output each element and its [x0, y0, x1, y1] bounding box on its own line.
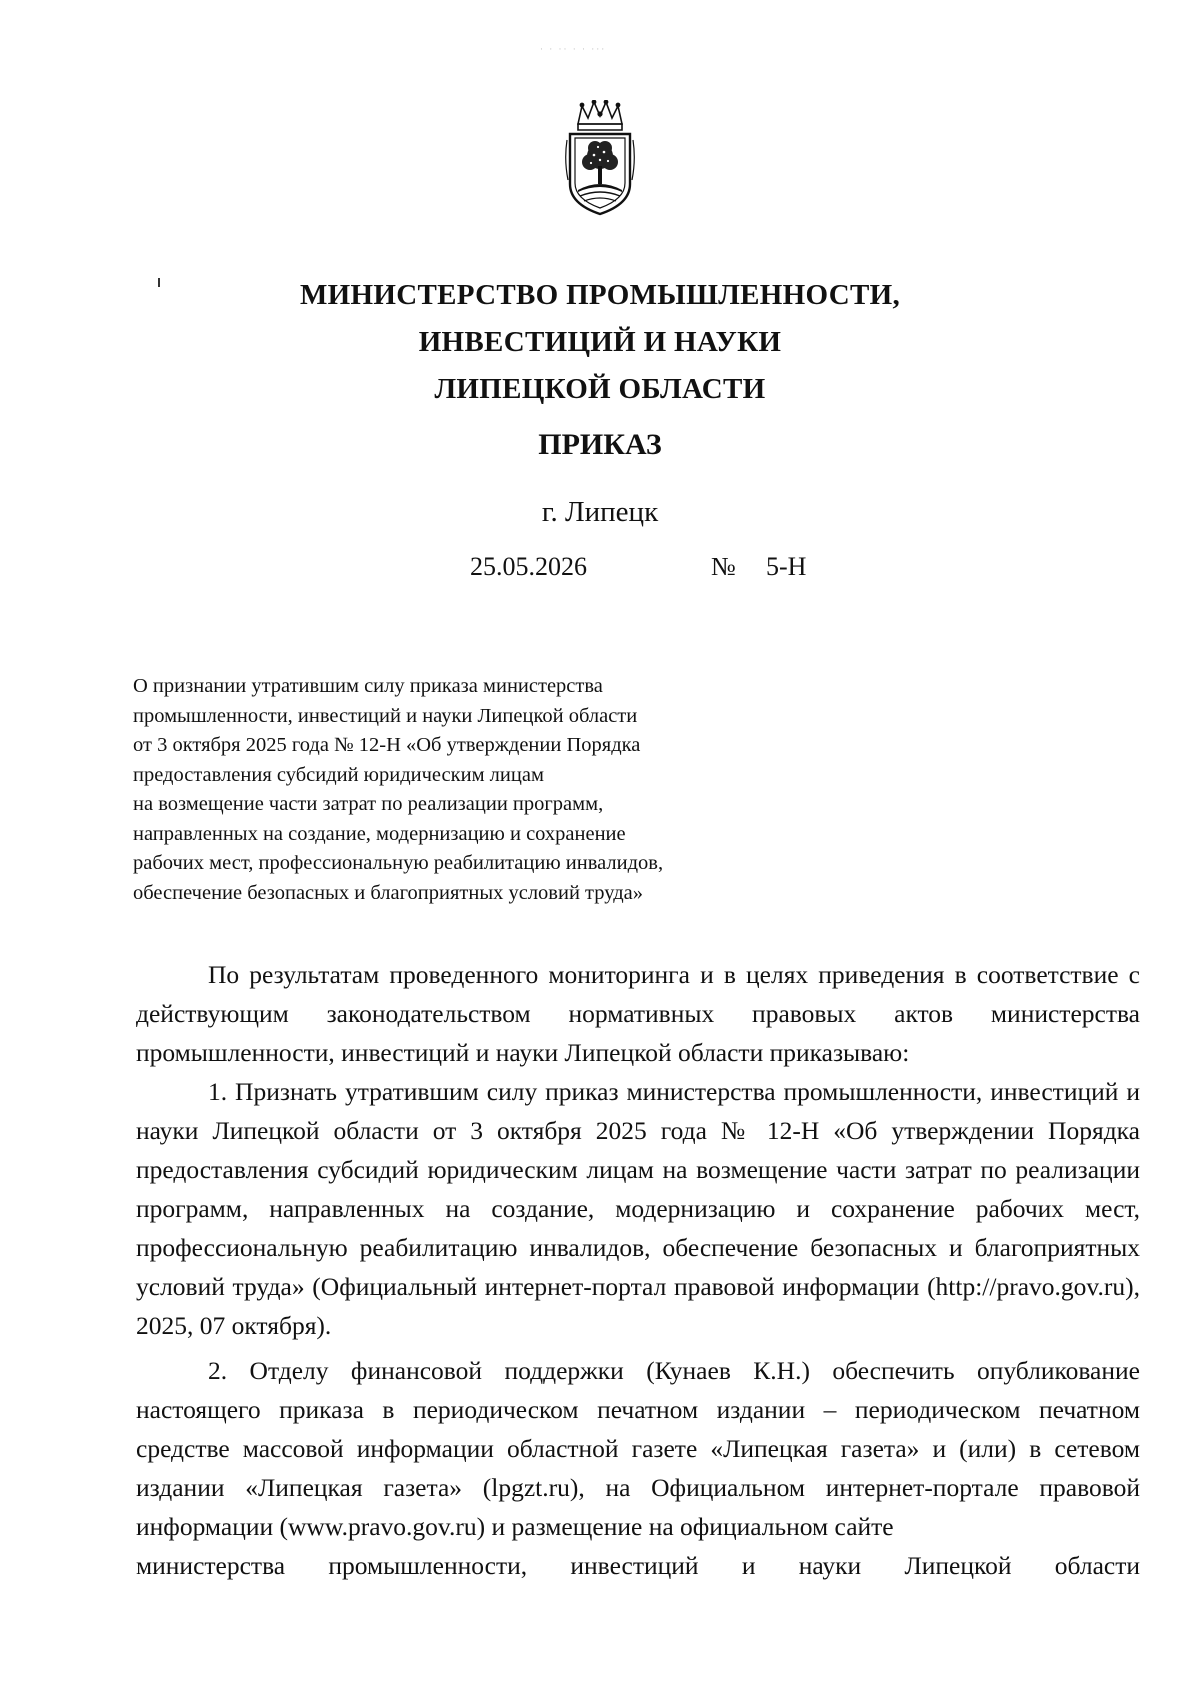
preamble-paragraph: По результатам проведенного мониторинга и в целях приведения в соответствие с действующим законодательством нормативных правовых актов министерства промышленности, инвестиций и науки Липецкой области приказываю: [136, 960, 1140, 1067]
scan-artifact: · · ·· · · ··· [540, 44, 607, 54]
order-item-2-continuation: министерства промышленности, инвестиций и науки Липецкой области [136, 1551, 1140, 1580]
subject-line: рабочих мест, профессиональную реабилитацию инвалидов, [133, 852, 664, 874]
subject-line: на возмещение части затрат по реализации программ, [133, 793, 604, 815]
subject-line: направленных на создание, модернизацию и сохранение [133, 822, 626, 845]
document-type-title: ПРИКАЗ [538, 428, 662, 461]
document-date: 25.05.2026 [470, 552, 587, 581]
order-item-1: 1. Признать утратившим силу приказ министерства промышленности, инвестиций и науки Липецкой области от 3 октября 2025 года № 12-Н «Об утверждении Порядка предоставления субсидий юридическим лицам на возмещение части затрат по реализации программ, направленных на создание, модернизацию и сохранение рабочих мест, профессиональную реабилитацию инвалидов, обеспечение безопасных и благоприятных условий труда» (Официальный интернет-портал правовой информации (http://pravo.gov.ru), 2025, 07 октября). [136, 1077, 1140, 1340]
document-city: г. Липецк [541, 496, 659, 528]
document-body [136, 955, 1140, 1585]
order-item-2: 2. Отделу финансовой поддержки (Кунаев К.Н.) обеспечить опубликование настоящего приказа в периодическом печатном издании – периодическом печатном средстве массовой информации областной газете «Липецкая газета» и (или) в сетевом издании «Липецкая газета» (lpgzt.ru), на Официальном интернет-портале правовой информации (www.pravo.gov.ru) и размещение на официальном сайте [136, 1356, 1140, 1541]
subject-line: от 3 октября 2025 года № 12-Н «Об утверждении Порядка [133, 734, 641, 756]
ministry-header-line-2: ИНВЕСТИЦИЙ И НАУКИ [418, 326, 782, 358]
ministry-header [0, 272, 1200, 413]
subject-line: предоставления субсидий юридическим лицам [133, 763, 544, 786]
subject-line: промышленности, инвестиций и науки Липецкой области [133, 704, 638, 727]
document-subject [133, 672, 833, 908]
subject-line: обеспечение безопасных и благоприятных условий труда» [133, 881, 643, 904]
ministry-header-line-1: МИНИСТЕРСТВО ПРОМЫШЛЕННОСТИ, [300, 279, 900, 311]
document-number: 5-Н [766, 552, 807, 581]
number-sign: № [711, 552, 736, 581]
lipetsk-region-coat-of-arms-icon [564, 100, 636, 218]
subject-line: О признании утратившим силу приказа министерства [133, 675, 603, 697]
ministry-header-line-3: ЛИПЕЦКОЙ ОБЛАСТИ [434, 373, 766, 405]
